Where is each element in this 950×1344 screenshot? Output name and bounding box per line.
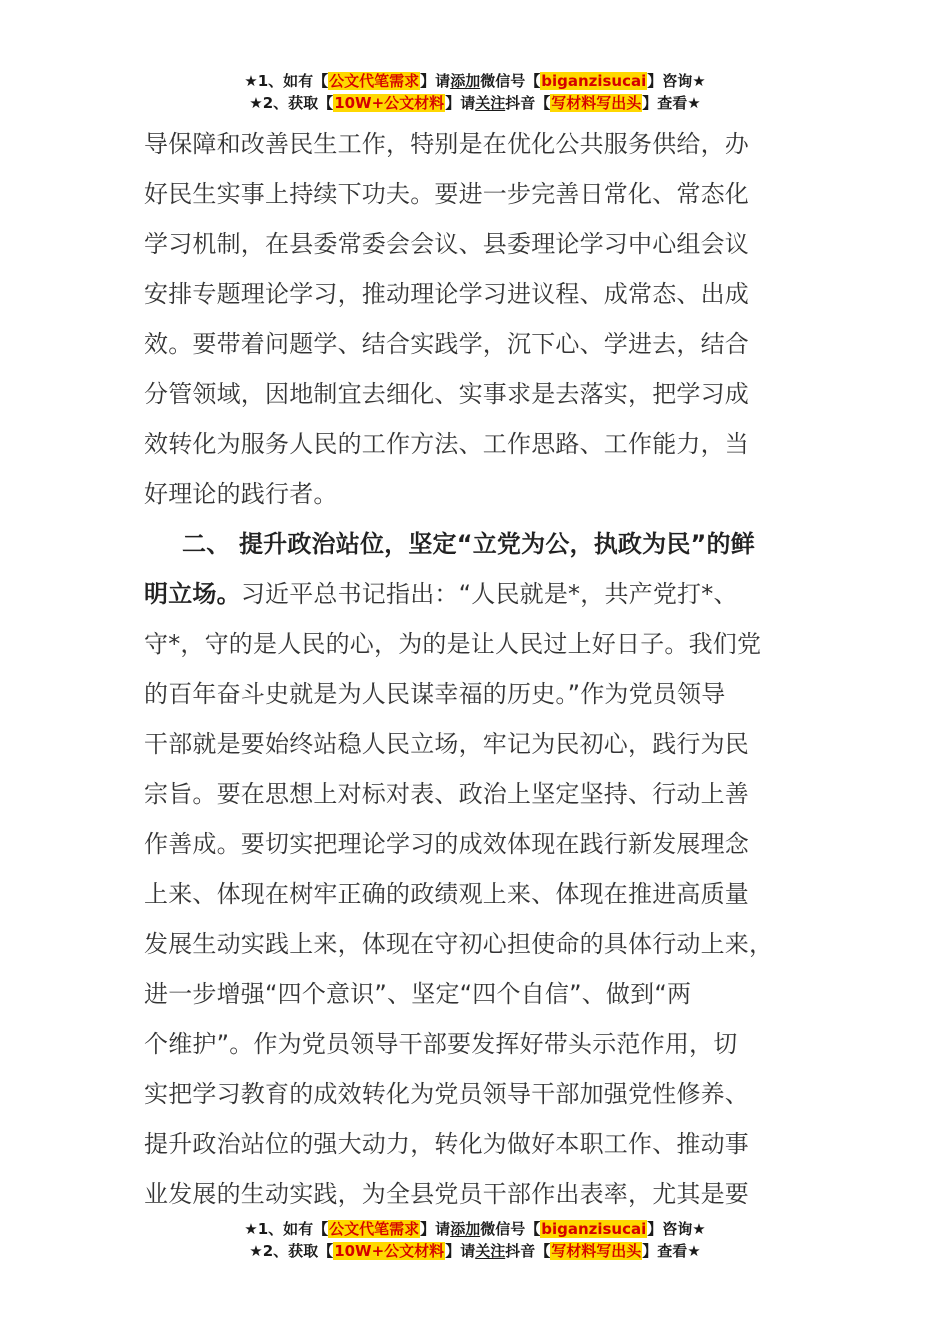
banner-text: ★1、如有【 <box>244 1220 329 1238</box>
body-line: 守*，守的是人民的心，为的是让人民过上好日子。我们党 <box>144 630 762 658</box>
body-line: 学习机制，在县委常委会会议、县委理论学习中心组会议 <box>144 230 749 258</box>
body-line: 实把学习教育的成效转化为党员领导干部加强党性修养、 <box>144 1080 749 1108</box>
body-line: 分管领域，因地制宜去细化、实事求是去落实，把学习成 <box>144 380 749 408</box>
body-line: 提升政治站位的强大动力，转化为做好本职工作、推动事 <box>144 1130 749 1158</box>
banner-highlight: 写材料写出头 <box>551 1242 642 1260</box>
banner-text: 微信号【 <box>480 72 541 90</box>
banner-highlight: biganzisucai <box>541 72 647 90</box>
banner-text: 】请 <box>445 94 476 112</box>
banner-text: 】请 <box>445 1242 476 1260</box>
body-line: 上来、体现在树牢正确的政绩观上来、体现在推进高质量 <box>144 880 749 908</box>
banner-underlined: 关注 <box>475 94 506 112</box>
bottom-banner <box>0 1218 950 1262</box>
banner-text: 抖音【 <box>505 94 551 112</box>
body-line: 的百年奋斗史就是为人民谋幸福的历史。”作为党员领导 <box>144 680 726 708</box>
banner-highlight: 10W+公文材料 <box>334 94 445 112</box>
body-text: 习近平总书记指出：“人民就是*，共产党打*、 <box>240 580 738 608</box>
banner-line-2 <box>0 1240 950 1262</box>
banner-text: 】请 <box>420 72 451 90</box>
banner-line-2 <box>0 92 950 114</box>
banner-highlight: 写材料写出头 <box>551 94 642 112</box>
banner-text: 】咨询★ <box>647 1220 706 1238</box>
banner-text: 】请 <box>420 1220 451 1238</box>
heading-continuation-line <box>144 569 804 619</box>
banner-highlight: biganzisucai <box>541 1220 647 1238</box>
banner-text: ★2、获取【 <box>249 1242 334 1260</box>
banner-underlined: 添加 <box>450 72 481 90</box>
banner-text: 】查看★ <box>642 1242 701 1260</box>
body-line: 导保障和改善民生工作，特别是在优化公共服务供给，办 <box>144 130 749 158</box>
body-line: 发展生动实践上来，体现在守初心担使命的具体行动上来， <box>144 930 774 958</box>
banner-text: ★2、获取【 <box>249 94 334 112</box>
body-line: 效。要带着问题学、结合实践学，沉下心、学进去，结合 <box>144 330 749 358</box>
banner-line-1 <box>0 1218 950 1240</box>
banner-text: 】咨询★ <box>647 72 706 90</box>
body-line: 好理论的践行者。 <box>144 480 338 508</box>
banner-text: 】查看★ <box>642 94 701 112</box>
banner-text: 微信号【 <box>480 1220 541 1238</box>
body-line: 业发展的生动实践，为全县党员干部作出表率，尤其是要 <box>144 1180 749 1208</box>
banner-highlight: 10W+公文材料 <box>334 1242 445 1260</box>
banner-underlined: 添加 <box>450 1220 481 1238</box>
body-line: 进一步增强“四个意识”、坚定“四个自信”、做到“两 <box>144 980 692 1008</box>
banner-text: 抖音【 <box>505 1242 551 1260</box>
banner-highlight: 公文代笔需求 <box>329 72 420 90</box>
body-line: 效转化为服务人民的工作方法、工作思路、工作能力，当 <box>144 430 749 458</box>
banner-line-1 <box>0 70 950 92</box>
body-line: 宗旨。要在思想上对标对表、政治上坚定坚持、行动上善 <box>144 780 749 808</box>
document-body <box>144 119 804 1219</box>
body-line: 作善成。要切实把理论学习的成效体现在践行新发展理念 <box>144 830 749 858</box>
banner-text: ★1、如有【 <box>244 72 329 90</box>
section-heading: 二、 提升政治站位，坚定“立党为公，执政为民”的鲜 <box>182 530 755 558</box>
body-line: 个维护”。作为党员领导干部要发挥好带头示范作用，切 <box>144 1030 738 1058</box>
top-banner <box>0 70 950 114</box>
section-heading-end: 明立场。 <box>144 580 241 608</box>
banner-highlight: 公文代笔需求 <box>329 1220 420 1238</box>
body-line: 安排专题理论学习，推动理论学习进议程、成常态、出成 <box>144 280 749 308</box>
body-line: 干部就是要始终站稳人民立场，牢记为民初心，践行为民 <box>144 730 749 758</box>
banner-underlined: 关注 <box>475 1242 506 1260</box>
body-line: 好民生实事上持续下功夫。要进一步完善日常化、常态化 <box>144 180 749 208</box>
